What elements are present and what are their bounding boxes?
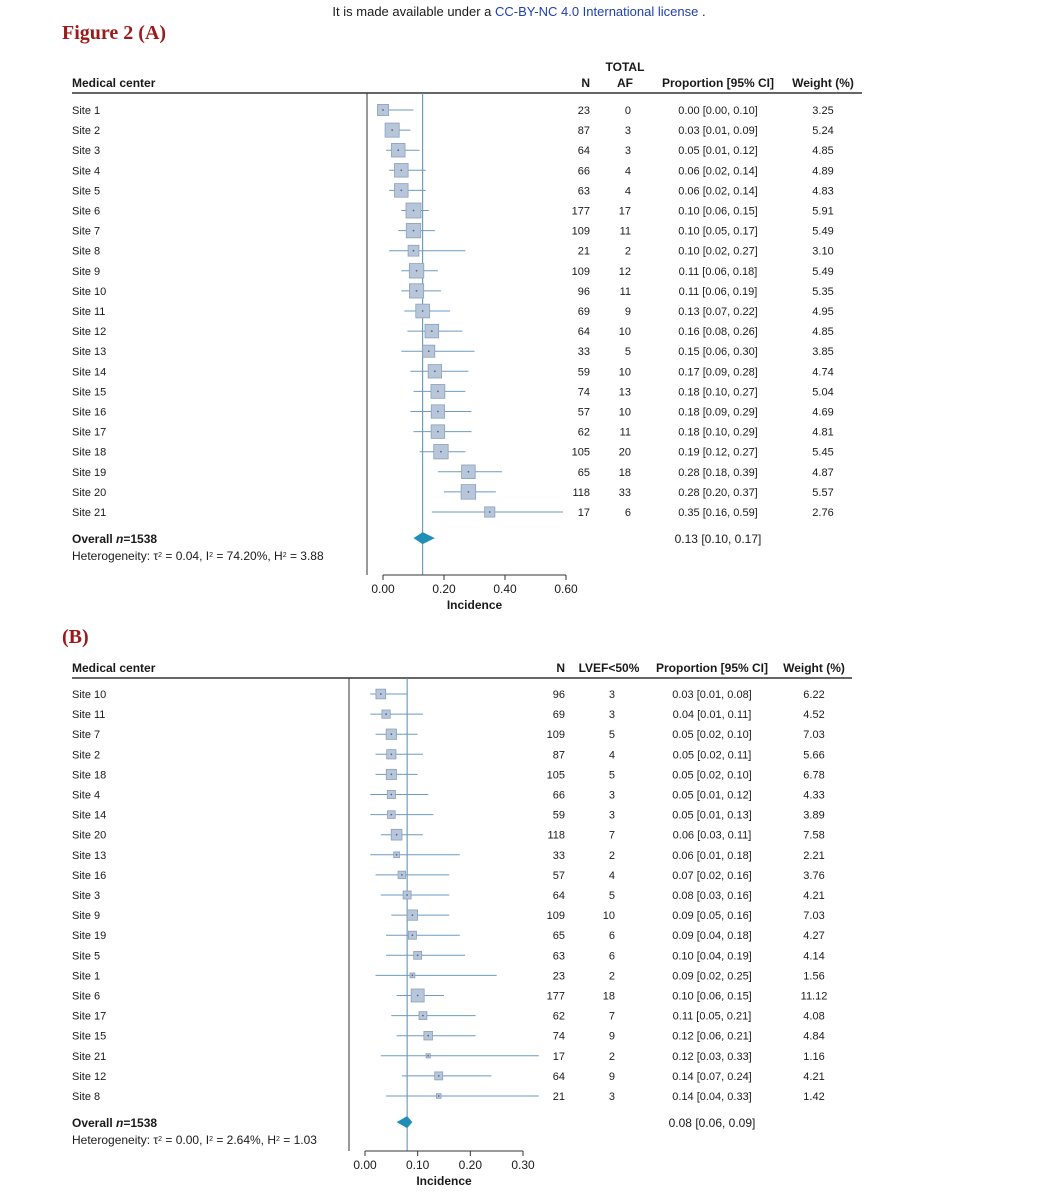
point-estimate-dot [416, 270, 418, 272]
point-estimate-dot [422, 310, 424, 312]
point-estimate-dot [413, 250, 415, 252]
point-estimate-dot [390, 814, 392, 816]
point-estimate-dot [438, 1095, 440, 1097]
row-events: 11 [619, 285, 631, 298]
point-estimate-dot [396, 854, 398, 856]
header-n: N [581, 76, 590, 90]
row-weight: 2.21 [803, 849, 825, 862]
row-n: 64 [552, 890, 565, 902]
row-weight: 4.08 [803, 1010, 825, 1023]
row-events: 18 [602, 990, 615, 1003]
row-weight: 3.76 [803, 869, 825, 882]
row-proportion-ci: 0.09 [0.05, 0.16] [672, 910, 752, 923]
row-n: 87 [577, 125, 590, 138]
license-prefix: It is made available under a [332, 4, 496, 19]
figure-b-title: (B) [62, 626, 89, 648]
row-site-label: Site 2 [72, 749, 101, 762]
header-weight: Weight (%) [792, 76, 854, 90]
heterogeneity-stats: Heterogeneity: $\tau^2 = 0.00$, $I^2 = 2.64\%$, $H^2 = 1.03$ [72, 1133, 317, 1148]
row-weight: 4.85 [812, 326, 834, 339]
row-site-label: Site 16 [72, 406, 107, 419]
row-weight: 5.35 [812, 285, 834, 298]
row-n: 66 [552, 789, 565, 802]
row-n: 74 [552, 1030, 565, 1043]
row-n: 62 [552, 1010, 565, 1023]
row-n: 59 [552, 809, 565, 822]
x-axis-tick-label: 0.20 [458, 1158, 483, 1172]
row-n: 87 [552, 749, 565, 762]
row-weight: 7.03 [803, 910, 825, 923]
row-events: 3 [608, 689, 615, 701]
row-proportion-ci: 0.05 [0.01, 0.13] [672, 809, 752, 822]
row-weight: 4.83 [812, 185, 834, 198]
row-proportion-ci: 0.10 [0.06, 0.15] [678, 205, 758, 218]
row-weight: 4.84 [803, 1030, 825, 1043]
row-proportion-ci: 0.11 [0.06, 0.19] [678, 285, 758, 298]
point-estimate-dot [440, 451, 442, 453]
x-axis-tick-label: 0.10 [405, 1158, 430, 1172]
row-site-label: Site 4 [72, 165, 101, 178]
row-site-label: Site 14 [72, 366, 107, 379]
row-events: 10 [618, 406, 631, 419]
row-proportion-ci: 0.09 [0.02, 0.25] [672, 970, 752, 983]
row-proportion-ci: 0.05 [0.01, 0.12] [678, 145, 758, 158]
row-n: 65 [552, 930, 565, 943]
row-weight: 2.76 [812, 507, 834, 519]
row-proportion-ci: 0.03 [0.01, 0.09] [678, 125, 758, 138]
point-estimate-dot [396, 834, 398, 836]
row-events: 33 [618, 486, 631, 499]
row-weight: 5.91 [812, 205, 834, 218]
row-site-label: Site 7 [72, 225, 101, 238]
overall-diamond [397, 1116, 413, 1128]
row-events: 7 [608, 829, 615, 842]
row-n: 63 [552, 950, 565, 963]
row-site-label: Site 9 [72, 910, 101, 923]
point-estimate-dot [385, 713, 387, 715]
row-site-label: Site 17 [72, 1010, 107, 1023]
point-estimate-dot [427, 1055, 429, 1057]
overall-label: Overall n=1538 [72, 1116, 158, 1131]
point-estimate-dot [390, 794, 392, 796]
license-notice [0, 4, 1038, 19]
row-weight: 3.89 [803, 809, 825, 822]
row-site-label: Site 6 [72, 205, 101, 218]
row-n: 109 [546, 910, 565, 923]
point-estimate-dot [438, 1075, 440, 1077]
row-events: 4 [624, 185, 631, 198]
point-estimate-dot [401, 874, 403, 876]
row-weight: 1.16 [803, 1050, 825, 1063]
row-weight: 4.95 [812, 306, 834, 318]
row-events: 4 [624, 165, 631, 178]
row-proportion-ci: 0.17 [0.09, 0.28] [678, 366, 758, 379]
row-events: 3 [608, 809, 615, 822]
row-events: 3 [624, 145, 631, 158]
row-n: 109 [571, 225, 590, 238]
row-proportion-ci: 0.10 [0.04, 0.19] [672, 950, 752, 963]
row-proportion-ci: 0.19 [0.12, 0.27] [678, 446, 758, 459]
x-axis-label: Incidence [416, 1174, 472, 1188]
row-n: 65 [577, 466, 590, 479]
point-estimate-dot [427, 1035, 429, 1037]
row-weight: 7.58 [803, 829, 825, 842]
row-proportion-ci: 0.16 [0.08, 0.26] [678, 326, 758, 339]
point-estimate-dot [489, 511, 491, 513]
row-events: 10 [618, 326, 631, 339]
forest-plot-a [0, 50, 1038, 650]
row-site-label: Site 9 [72, 265, 101, 278]
row-site-label: Site 20 [72, 486, 107, 499]
row-site-label: Site 5 [72, 950, 101, 963]
header-events: LVEF<50% [578, 661, 640, 675]
row-events: 5 [608, 890, 615, 902]
row-site-label: Site 1 [72, 970, 101, 983]
header-medical-center: Medical center [72, 661, 156, 675]
point-estimate-dot [431, 330, 433, 332]
row-weight: 4.74 [812, 366, 834, 379]
row-events: 2 [608, 1050, 615, 1063]
row-n: 109 [546, 729, 565, 742]
row-events: 3 [608, 1091, 615, 1103]
row-n: 59 [577, 366, 590, 379]
point-estimate-dot [390, 753, 392, 755]
point-estimate-dot [413, 230, 415, 232]
row-weight: 7.03 [803, 729, 825, 742]
row-proportion-ci: 0.28 [0.20, 0.37] [678, 486, 758, 499]
row-weight: 1.42 [803, 1091, 825, 1103]
row-n: 23 [552, 970, 565, 983]
point-estimate-dot [416, 290, 418, 292]
row-proportion-ci: 0.18 [0.10, 0.29] [678, 426, 758, 439]
row-weight: 5.45 [812, 446, 834, 459]
point-estimate-dot [434, 370, 436, 372]
row-weight: 5.57 [812, 486, 834, 499]
row-n: 105 [571, 446, 590, 459]
row-proportion-ci: 0.05 [0.02, 0.10] [672, 729, 752, 742]
x-axis-tick-label: 0.00 [371, 582, 395, 596]
point-estimate-dot [400, 169, 402, 171]
row-site-label: Site 13 [72, 346, 107, 359]
row-events: 5 [608, 729, 615, 742]
row-events: 10 [618, 366, 631, 379]
row-site-label: Site 11 [72, 306, 106, 318]
row-site-label: Site 21 [72, 507, 107, 519]
point-estimate-dot [397, 149, 399, 151]
row-proportion-ci: 0.18 [0.09, 0.29] [678, 406, 758, 419]
forest-plot-b [0, 640, 1038, 1200]
row-site-label: Site 18 [72, 446, 107, 459]
row-n: 64 [577, 145, 590, 158]
row-site-label: Site 13 [72, 849, 107, 862]
row-n: 23 [577, 105, 590, 117]
row-site-label: Site 17 [72, 426, 107, 439]
point-estimate-dot [417, 954, 419, 956]
row-proportion-ci: 0.13 [0.07, 0.22] [678, 306, 758, 318]
row-n: 66 [577, 165, 590, 178]
row-n: 33 [552, 849, 565, 862]
row-site-label: Site 3 [72, 890, 101, 902]
row-weight: 4.33 [803, 789, 825, 802]
row-n: 177 [546, 990, 565, 1003]
x-axis-tick-label: 0.60 [554, 582, 578, 596]
row-weight: 4.14 [803, 950, 825, 963]
row-events: 18 [618, 466, 631, 479]
row-n: 96 [552, 689, 565, 701]
heterogeneity-stats: Heterogeneity: $\tau^2 = 0.04$, $I^2 = 74.20\%$, $H^2 = 3.88$ [72, 549, 324, 564]
row-weight: 1.56 [803, 970, 825, 983]
row-events: 4 [608, 869, 615, 882]
row-weight: 4.21 [803, 890, 825, 902]
row-site-label: Site 15 [72, 386, 107, 399]
point-estimate-dot [380, 693, 382, 695]
row-site-label: Site 8 [72, 245, 101, 258]
row-weight: 4.69 [812, 406, 834, 419]
x-axis-tick-label: 0.00 [353, 1158, 377, 1172]
row-events: 11 [619, 225, 631, 238]
point-estimate-dot [437, 411, 439, 413]
row-n: 21 [552, 1091, 565, 1103]
row-events: 7 [608, 1010, 615, 1023]
row-n: 57 [552, 869, 565, 882]
row-n: 69 [552, 709, 565, 722]
row-weight: 4.27 [803, 930, 825, 943]
row-events: 3 [608, 709, 615, 722]
row-events: 6 [608, 950, 615, 963]
x-axis-tick-label: 0.30 [511, 1158, 535, 1172]
row-events: 11 [619, 426, 631, 439]
header-weight: Weight (%) [783, 661, 845, 675]
row-site-label: Site 6 [72, 990, 101, 1003]
row-events: 3 [608, 789, 615, 802]
point-estimate-dot [412, 914, 414, 916]
row-events: 6 [624, 507, 631, 519]
row-proportion-ci: 0.08 [0.03, 0.16] [672, 890, 752, 902]
row-weight: 5.24 [812, 125, 834, 138]
row-weight: 11.12 [800, 990, 828, 1003]
row-events: 9 [608, 1030, 615, 1043]
row-proportion-ci: 0.10 [0.02, 0.27] [678, 245, 758, 258]
row-site-label: Site 14 [72, 809, 107, 822]
row-weight: 5.66 [803, 749, 825, 762]
header-proportion: Proportion [95% CI] [661, 76, 775, 90]
row-n: 64 [552, 1070, 565, 1083]
row-site-label: Site 10 [72, 689, 107, 701]
row-proportion-ci: 0.06 [0.02, 0.14] [678, 165, 758, 178]
overall-diamond [414, 532, 435, 544]
row-proportion-ci: 0.05 [0.02, 0.11] [672, 749, 752, 762]
row-events: 6 [608, 930, 615, 943]
point-estimate-dot [437, 391, 439, 393]
overall-proportion-ci: 0.13 [0.10, 0.17] [674, 532, 762, 547]
row-n: 64 [577, 326, 590, 339]
row-weight: 3.85 [812, 346, 834, 359]
row-proportion-ci: 0.06 [0.03, 0.11] [672, 829, 752, 842]
row-events: 4 [608, 749, 615, 762]
point-estimate-dot [468, 471, 470, 473]
row-proportion-ci: 0.35 [0.16, 0.59] [678, 507, 758, 519]
row-site-label: Site 11 [72, 709, 106, 722]
x-axis-tick-label: 0.20 [432, 582, 456, 596]
row-n: 17 [577, 507, 590, 519]
point-estimate-dot [422, 1015, 424, 1017]
row-site-label: Site 5 [72, 185, 101, 198]
row-proportion-ci: 0.00 [0.00, 0.10] [678, 105, 758, 117]
row-site-label: Site 15 [72, 1030, 107, 1043]
header-events-top: TOTAL [605, 60, 645, 74]
point-estimate-dot [437, 431, 439, 433]
row-proportion-ci: 0.10 [0.05, 0.17] [678, 225, 758, 238]
row-proportion-ci: 0.14 [0.04, 0.33] [672, 1091, 752, 1103]
row-n: 118 [547, 829, 565, 842]
row-site-label: Site 21 [72, 1050, 107, 1063]
row-site-label: Site 8 [72, 1091, 101, 1103]
row-weight: 5.04 [812, 386, 834, 399]
row-n: 109 [571, 265, 590, 278]
header-n: N [556, 661, 565, 675]
row-weight: 4.81 [812, 426, 834, 439]
row-weight: 5.49 [812, 225, 834, 238]
row-n: 33 [577, 346, 590, 359]
x-axis-label: Incidence [446, 598, 503, 612]
row-weight: 4.85 [812, 145, 834, 158]
row-weight: 4.21 [803, 1070, 825, 1083]
license-link[interactable]: CC-BY-NC 4.0 International license [495, 4, 699, 19]
row-weight: 4.89 [812, 165, 834, 178]
point-estimate-dot [390, 774, 392, 776]
row-proportion-ci: 0.06 [0.01, 0.18] [672, 849, 752, 862]
row-proportion-ci: 0.10 [0.06, 0.15] [672, 990, 752, 1003]
point-estimate-dot [413, 210, 415, 212]
row-n: 96 [577, 285, 590, 298]
row-proportion-ci: 0.11 [0.05, 0.21] [672, 1010, 752, 1023]
row-events: 2 [608, 970, 615, 983]
row-proportion-ci: 0.03 [0.01, 0.08] [672, 689, 752, 701]
row-n: 21 [577, 245, 590, 258]
point-estimate-dot [417, 995, 419, 997]
row-events: 10 [602, 910, 615, 923]
point-estimate-dot [412, 934, 414, 936]
row-events: 3 [624, 125, 631, 138]
row-proportion-ci: 0.28 [0.18, 0.39] [678, 466, 758, 479]
point-estimate-dot [468, 491, 470, 493]
point-estimate-dot [390, 733, 392, 735]
row-site-label: Site 16 [72, 869, 107, 882]
row-site-label: Site 12 [72, 326, 107, 339]
row-site-label: Site 2 [72, 125, 101, 138]
row-site-label: Site 7 [72, 729, 101, 742]
x-axis-tick-label: 0.40 [493, 582, 517, 596]
row-events: 0 [624, 105, 631, 117]
row-events: 9 [608, 1070, 615, 1083]
row-proportion-ci: 0.12 [0.03, 0.33] [672, 1050, 752, 1063]
row-events: 2 [608, 849, 615, 862]
row-proportion-ci: 0.15 [0.06, 0.30] [678, 346, 758, 359]
row-proportion-ci: 0.09 [0.04, 0.18] [672, 930, 752, 943]
row-proportion-ci: 0.04 [0.01, 0.11] [672, 709, 752, 722]
row-n: 63 [577, 185, 590, 198]
row-site-label: Site 1 [72, 105, 101, 117]
row-site-label: Site 4 [72, 789, 101, 802]
figure-a-title: Figure 2 (A) [62, 22, 167, 44]
row-proportion-ci: 0.05 [0.01, 0.12] [672, 789, 752, 802]
row-proportion-ci: 0.06 [0.02, 0.14] [678, 185, 758, 198]
row-proportion-ci: 0.11 [0.06, 0.18] [678, 265, 758, 278]
header-events: AF [617, 76, 633, 90]
row-proportion-ci: 0.12 [0.06, 0.21] [672, 1030, 752, 1043]
row-events: 5 [624, 346, 631, 359]
row-events: 17 [618, 205, 631, 218]
row-site-label: Site 10 [72, 285, 107, 298]
license-suffix: . [698, 4, 706, 19]
row-events: 20 [618, 446, 631, 459]
row-proportion-ci: 0.14 [0.07, 0.24] [672, 1070, 752, 1083]
row-n: 69 [577, 306, 590, 318]
row-events: 12 [618, 265, 631, 278]
overall-proportion-ci: 0.08 [0.06, 0.09] [668, 1116, 756, 1131]
row-events: 5 [608, 769, 615, 782]
row-site-label: Site 18 [72, 769, 107, 782]
header-medical-center: Medical center [72, 76, 156, 90]
point-estimate-dot [382, 109, 384, 111]
row-proportion-ci: 0.18 [0.10, 0.27] [678, 386, 758, 399]
point-estimate-dot [428, 350, 430, 352]
row-events: 13 [618, 386, 631, 399]
row-n: 118 [572, 486, 590, 499]
row-proportion-ci: 0.05 [0.02, 0.10] [672, 769, 752, 782]
row-n: 74 [577, 386, 590, 399]
row-proportion-ci: 0.07 [0.02, 0.16] [672, 869, 752, 882]
row-site-label: Site 3 [72, 145, 101, 158]
row-weight: 6.78 [803, 769, 825, 782]
row-site-label: Site 19 [72, 466, 107, 479]
overall-label: Overall n=1538 [72, 532, 158, 547]
header-proportion: Proportion [95% CI] [655, 661, 769, 675]
row-weight: 5.49 [812, 265, 834, 278]
row-n: 17 [552, 1050, 565, 1063]
row-n: 62 [577, 426, 590, 439]
row-n: 105 [546, 769, 565, 782]
row-weight: 4.52 [803, 709, 825, 722]
row-n: 57 [577, 406, 590, 419]
point-estimate-dot [400, 190, 402, 192]
row-site-label: Site 20 [72, 829, 107, 842]
row-weight: 4.87 [812, 466, 834, 479]
row-site-label: Site 19 [72, 930, 107, 943]
row-n: 177 [571, 205, 590, 218]
row-events: 9 [624, 306, 631, 318]
point-estimate-dot [406, 894, 408, 896]
row-weight: 3.10 [812, 245, 834, 258]
point-estimate-dot [412, 975, 414, 977]
row-weight: 6.22 [803, 689, 825, 701]
row-site-label: Site 12 [72, 1070, 107, 1083]
point-estimate-dot [391, 129, 393, 131]
row-events: 2 [624, 245, 631, 258]
row-weight: 3.25 [812, 105, 834, 117]
